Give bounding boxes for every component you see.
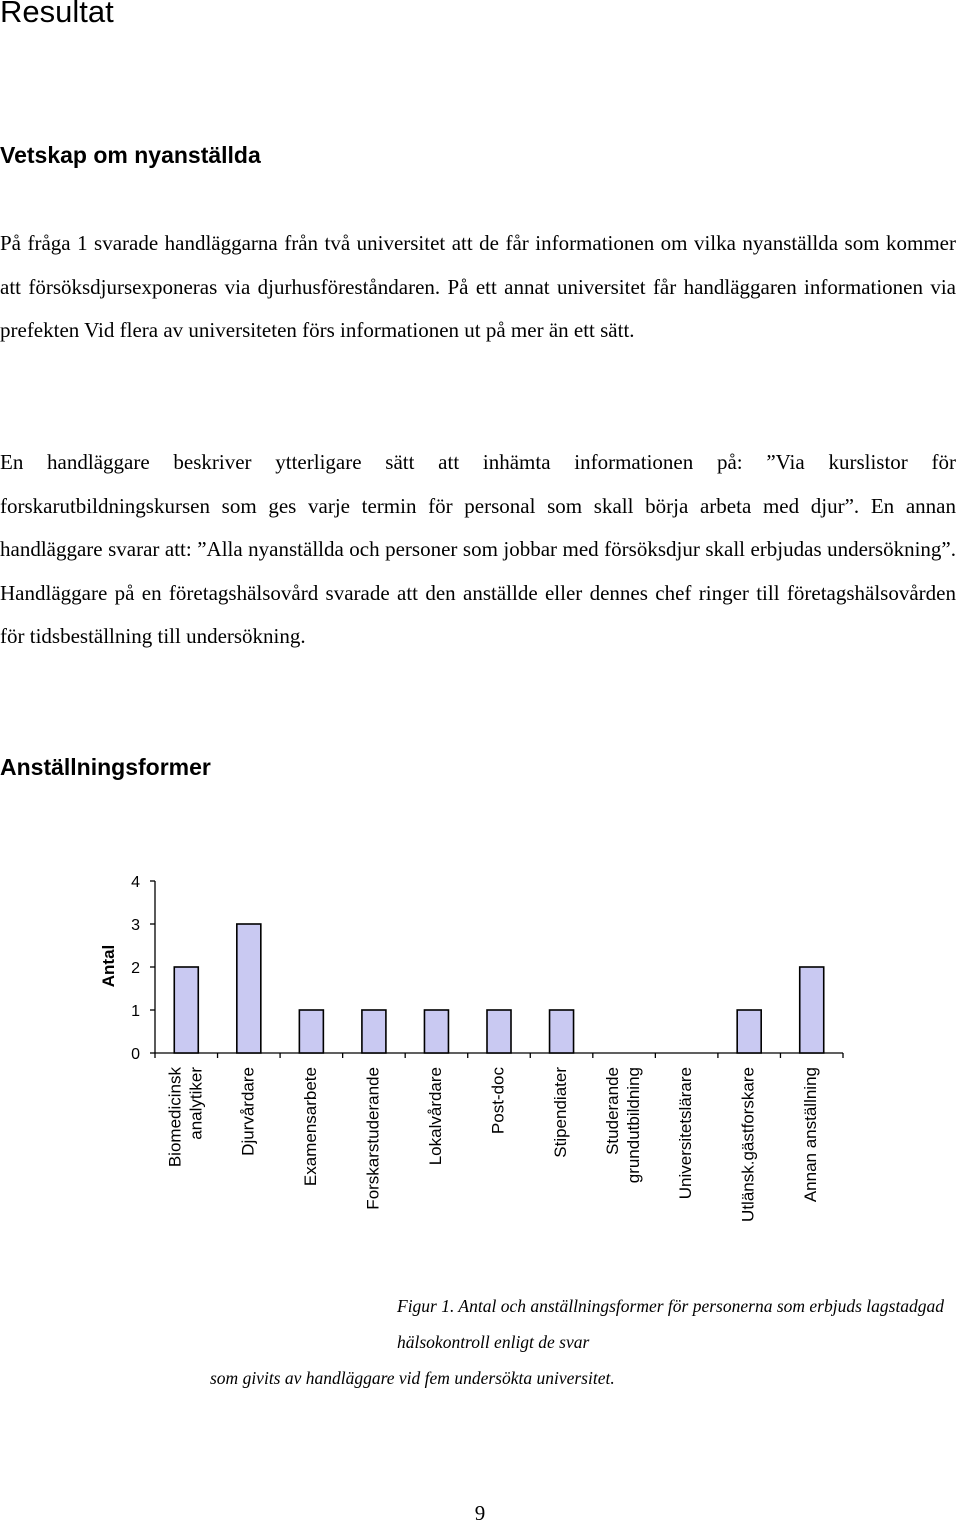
x-category-label: Forskarstuderande (363, 1067, 383, 1210)
bar (800, 967, 824, 1053)
paragraph-1: På fråga 1 svarade handläggarna från två universitet att de får informationen om vilka nyanställda som kommer att försöksdjursexponeras via djurhusföreståndaren. På ett annat universitet får handläggaren informationen via prefekten Vid flera av universiteten förs informationen ut på mer än ett sätt. (0, 231, 956, 342)
bar (550, 1010, 574, 1053)
figure-caption-line-2: som givits av handläggare vid fem undersökta universitet. (210, 1368, 615, 1388)
x-category-label: Annan anställning (801, 1067, 821, 1203)
x-category-label: analytiker (186, 1067, 206, 1140)
x-category-label: Studerande (603, 1067, 623, 1155)
paragraph-2: En handläggare beskriver ytterligare sätt att inhämta informationen på: ”Via kurslistor för forskarutbildningskursen som ges varje termin för personal som skall börja arbeta med djur”. En annan handläggare svarar att: ”Alla nyanställda och personer som jobbar med försöksdjur skall erbjudas undersökning”. Handläggare på en företagshälsovård svarade att den anställde eller dennes chef ringer till företagshälsovården för tidsbeställning till undersökning. (0, 450, 956, 648)
y-axis-title: Antal (99, 944, 118, 988)
bar (174, 967, 198, 1053)
x-category-label: Biomedicinsk (165, 1067, 185, 1168)
y-tick-label: 1 (131, 1003, 140, 1020)
employment-bar-chart (0, 860, 960, 1270)
page-number: 9 (474, 1501, 486, 1525)
section-heading-vetskap: Vetskap om nyanställda (0, 142, 261, 168)
x-category-label: Universitetslärare (676, 1067, 696, 1200)
bar (424, 1010, 448, 1053)
x-category-label: Lokalvårdare (425, 1067, 445, 1166)
section-heading-anstallningsformer: Anställningsformer (0, 754, 211, 780)
figure-caption-line-1: Figur 1. Antal och anställningsformer för personerna som erbjuds lagstadgad hälsokontroll enligt de svar (397, 1296, 945, 1352)
x-category-label: Djurvårdare (238, 1067, 258, 1156)
x-category-label: grundutbildning (624, 1067, 644, 1184)
y-tick-label: 4 (131, 874, 140, 891)
x-category-label: Utlänsk.gästforskare (738, 1067, 758, 1222)
y-tick-label: 0 (131, 1046, 140, 1063)
bar (237, 924, 261, 1053)
x-category-label: Post-doc (488, 1067, 508, 1135)
y-tick-label: 2 (131, 960, 140, 977)
bar (299, 1010, 323, 1053)
x-category-label: Stipendiater (551, 1067, 571, 1158)
page-title: Resultat (0, 0, 114, 29)
figure-caption (0, 1288, 960, 1396)
bar (737, 1010, 761, 1053)
x-category-label: Examensarbete (300, 1067, 320, 1187)
bar (487, 1010, 511, 1053)
y-tick-label: 3 (131, 917, 140, 934)
bar (362, 1010, 386, 1053)
